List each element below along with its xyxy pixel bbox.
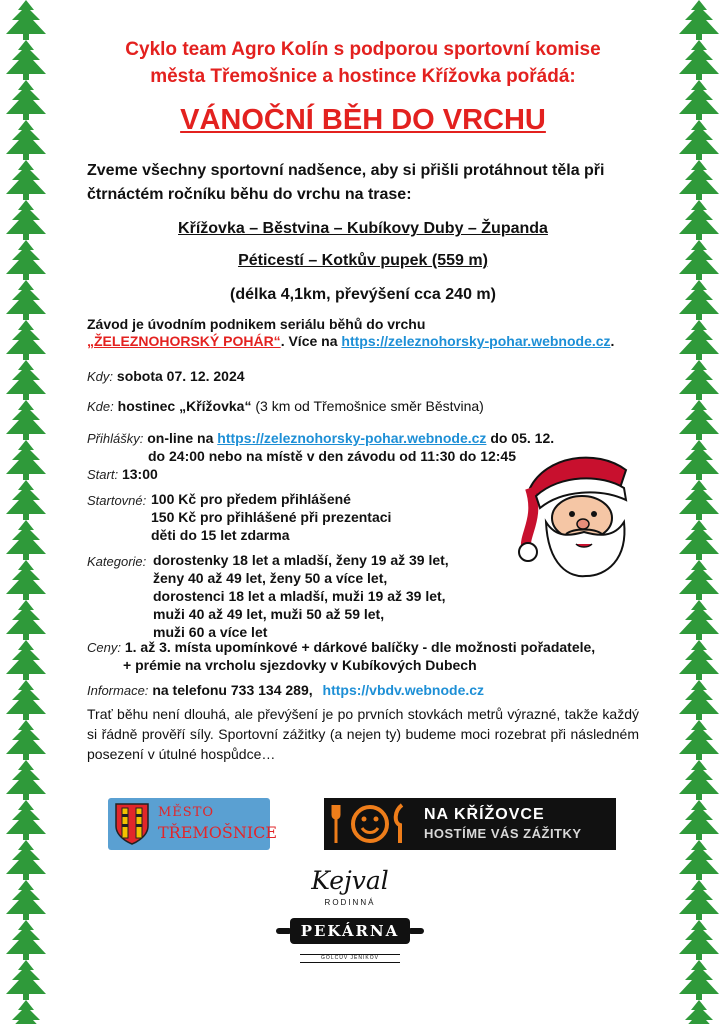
series-link[interactable]: https://zeleznohorsky-pohar.webnode.cz bbox=[341, 333, 611, 349]
fee-label-wrap bbox=[87, 492, 146, 510]
tremosnice-bottom-text: TŘEMOŠNICE bbox=[158, 823, 278, 842]
intro-line-1: Zveme všechny sportovní nadšence, aby si přišli protáhnout těla při bbox=[87, 162, 605, 179]
tree-icon bbox=[6, 40, 46, 80]
tree-icon bbox=[6, 600, 46, 640]
fee-label: Startovné: bbox=[87, 493, 147, 508]
category-line-5: muži 60 a více let bbox=[153, 624, 268, 640]
start-value: 13:00 bbox=[121, 466, 158, 482]
info-phone: na telefonu 733 134 289, bbox=[152, 682, 313, 698]
tree-icon bbox=[679, 320, 719, 360]
route-line-1: Křížovka – Běstvina – Kubíkovy Duby – Županda bbox=[178, 220, 548, 237]
registration-row bbox=[87, 430, 554, 446]
registration-link[interactable]: https://zeleznohorsky-pohar.webnode.cz bbox=[217, 430, 487, 446]
santa-claus-image bbox=[516, 448, 640, 580]
tremosnice-top-text: MĚSTO bbox=[158, 805, 215, 820]
tree-icon bbox=[679, 160, 719, 200]
kejval-bakery-logo bbox=[272, 866, 428, 966]
registration-line-2: do 24:00 nebo na místě v den závodu od 11:30 do 12:45 bbox=[148, 448, 516, 464]
bakery-small: RODINNÁ bbox=[324, 898, 376, 907]
tree-icon bbox=[6, 880, 46, 920]
tree-icon bbox=[679, 200, 719, 240]
tree-icon bbox=[6, 960, 46, 1000]
tree-icon bbox=[679, 760, 719, 800]
registration-label: Přihlášky: bbox=[87, 431, 144, 446]
tree-icon bbox=[6, 920, 46, 960]
event-title: VÁNOČNÍ BĚH DO VRCHU bbox=[180, 104, 546, 136]
tremosnice-coat-of-arms-icon bbox=[114, 802, 150, 846]
fee-line-3: děti do 15 let zdarma bbox=[151, 527, 290, 543]
date-value: sobota 07. 12. 2024 bbox=[116, 368, 245, 384]
series-more: . Více na bbox=[280, 333, 342, 349]
tree-icon bbox=[679, 480, 719, 520]
tree-icon bbox=[6, 280, 46, 320]
intro-line-2: čtrnáctém ročníku běhu do vrchu na trase: bbox=[87, 186, 412, 203]
fee-line-2: 150 Kč pro přihlášené při prezentaci bbox=[151, 509, 392, 525]
closing-paragraph: Trať běhu není dlouhá, ale převýšení je po prvních stovkách metrů výrazné, takže každý si řádně prověří síly. Sportovní zážitky (a nejen ty) budeme moci rozebrat při následném posezení v útulné hospůdce… bbox=[87, 706, 639, 762]
tree-icon bbox=[6, 400, 46, 440]
tree-icon bbox=[679, 280, 719, 320]
tree-icon bbox=[679, 600, 719, 640]
krizovce-line-2: HOSTÍME VÁS ZÁŽITKY bbox=[424, 826, 582, 841]
tree-icon bbox=[6, 200, 46, 240]
series-line-1: Závod je úvodním podnikem seriálu běhů do vrchu bbox=[87, 316, 426, 332]
tree-icon bbox=[6, 1000, 46, 1024]
na-krizovce-logo bbox=[324, 798, 616, 850]
bakery-script: Kejval bbox=[311, 866, 389, 895]
prizes-row bbox=[87, 639, 595, 655]
organizer-header bbox=[87, 36, 639, 90]
tree-icon bbox=[6, 800, 46, 840]
tree-icon bbox=[679, 0, 719, 40]
tree-icon bbox=[679, 880, 719, 920]
tree-icon bbox=[679, 520, 719, 560]
tree-icon bbox=[679, 400, 719, 440]
intro-text bbox=[87, 159, 639, 207]
tree-icon bbox=[6, 80, 46, 120]
christmas-tree-border-left bbox=[0, 0, 52, 1024]
tree-icon bbox=[679, 840, 719, 880]
route-line-2-wrap bbox=[87, 252, 639, 270]
tree-icon bbox=[6, 0, 46, 40]
krizovce-line-1: NA KŘÍŽOVCE bbox=[424, 806, 545, 823]
smiley-fork-knife-icon bbox=[330, 801, 410, 847]
tree-icon bbox=[679, 960, 719, 1000]
tree-icon bbox=[6, 320, 46, 360]
info-row bbox=[87, 682, 484, 698]
tree-icon bbox=[679, 1000, 719, 1024]
fee-line-1: 100 Kč pro předem přihlášené bbox=[151, 491, 351, 507]
registration-prefix: on-line na bbox=[147, 430, 214, 446]
info-label: Informace: bbox=[87, 683, 149, 698]
category-line-1: dorostenky 18 let a mladší, ženy 19 až 39 let, bbox=[153, 552, 449, 568]
tree-icon bbox=[6, 680, 46, 720]
category-line-4: muži 40 až 49 let, muži 50 až 59 let, bbox=[153, 606, 385, 622]
tree-icon bbox=[679, 80, 719, 120]
prizes-line-2: + prémie na vrcholu sjezdovky v Kubíkových Dubech bbox=[123, 657, 477, 673]
bakery-place: GOLČŮV JENÍKOV bbox=[300, 954, 400, 963]
registration-until: do 05. 12. bbox=[490, 430, 555, 446]
place-value: hostinec „Křížovka“ bbox=[117, 398, 252, 414]
tree-icon bbox=[6, 760, 46, 800]
tree-icon bbox=[6, 360, 46, 400]
start-row bbox=[87, 466, 158, 482]
date-row bbox=[87, 368, 245, 384]
category-label: Kategorie: bbox=[87, 554, 147, 569]
tree-icon bbox=[6, 720, 46, 760]
series-line-2 bbox=[87, 333, 614, 349]
tree-icon bbox=[679, 680, 719, 720]
christmas-tree-border-right bbox=[673, 0, 725, 1024]
place-label: Kde: bbox=[87, 399, 114, 414]
tree-icon bbox=[679, 40, 719, 80]
category-label-wrap bbox=[87, 553, 146, 571]
info-link[interactable]: https://vbdv.webnode.cz bbox=[322, 682, 485, 698]
place-note: (3 km od Třemošnice směr Běstvina) bbox=[255, 398, 484, 414]
tree-icon bbox=[6, 520, 46, 560]
tree-icon bbox=[6, 480, 46, 520]
category-line-2: ženy 40 až 49 let, ženy 50 a více let, bbox=[153, 570, 388, 586]
tree-icon bbox=[6, 440, 46, 480]
tree-icon bbox=[679, 120, 719, 160]
tremosnice-logo bbox=[108, 798, 278, 850]
series-name: „ŽELEZNOHORSKÝ POHÁR“ bbox=[87, 333, 281, 349]
route-stats: (délka 4,1km, převýšení cca 240 m) bbox=[230, 286, 496, 303]
tree-icon bbox=[6, 560, 46, 600]
category-line-3: dorostenci 18 let a mladší, muži 19 až 39 let, bbox=[153, 588, 446, 604]
prizes-label: Ceny: bbox=[87, 640, 121, 655]
series-end: . bbox=[610, 333, 615, 349]
tree-icon bbox=[6, 160, 46, 200]
tree-icon bbox=[6, 120, 46, 160]
tree-icon bbox=[679, 640, 719, 680]
tree-icon bbox=[679, 800, 719, 840]
tree-icon bbox=[6, 240, 46, 280]
organizer-line-2: města Třemošnice a hostince Křížovka pořádá: bbox=[150, 66, 576, 87]
tree-icon bbox=[6, 640, 46, 680]
tree-icon bbox=[6, 840, 46, 880]
tree-icon bbox=[679, 240, 719, 280]
organizer-line-1: Cyklo team Agro Kolín s podporou sportovní komise bbox=[125, 39, 601, 60]
tree-icon bbox=[679, 360, 719, 400]
date-label: Kdy: bbox=[87, 369, 114, 384]
tree-icon bbox=[679, 920, 719, 960]
tree-icon bbox=[679, 720, 719, 760]
place-row bbox=[87, 398, 484, 414]
bakery-main: PEKÁRNA bbox=[300, 922, 400, 940]
tree-icon bbox=[679, 440, 719, 480]
start-label: Start: bbox=[87, 467, 119, 482]
tree-icon bbox=[679, 560, 719, 600]
prizes-line-1: 1. až 3. místa upomínkové + dárkové balíčky - dle možnosti pořadatele, bbox=[124, 639, 596, 655]
route-line-2: Péticestí – Kotkův pupek (559 m) bbox=[238, 252, 488, 269]
